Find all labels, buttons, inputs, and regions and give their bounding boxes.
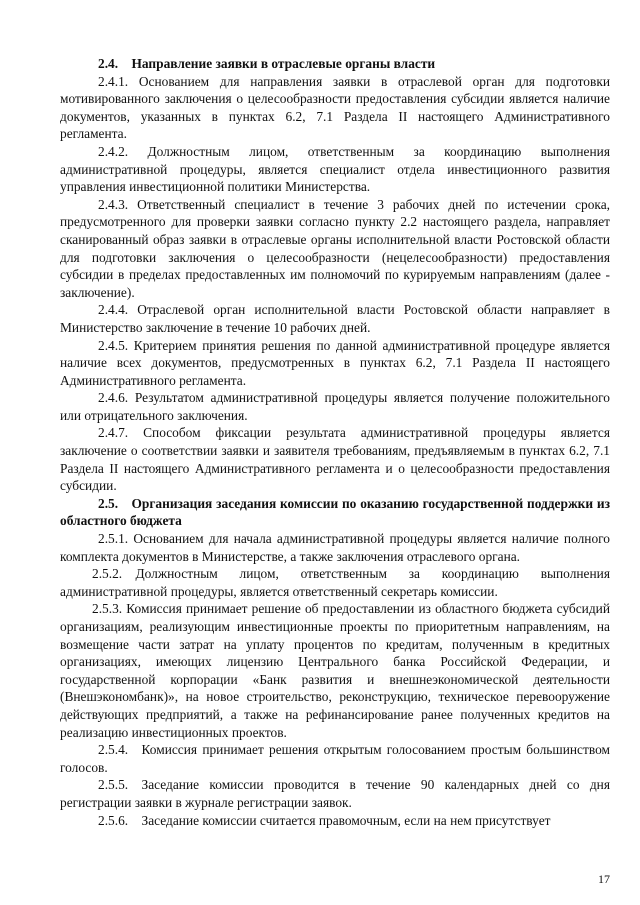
paragraph-2-5-1: 2.5.1. Основанием для начала административной процедуры является наличие полного комплекта документов в Министерстве, а также заключения отраслевого органа. [60,531,610,564]
paragraph-2-4-5: 2.4.5. Критерием принятия решения по данной административной процедуре является наличие всех документов, предусмотренных в пунктах 6.2, 7.1 Раздела II настоящего Административного регламента. [60,337,610,388]
section-2-5-heading: 2.5. Организация заседания комиссии по оказанию государственной поддержки из областного бюджета [60,495,610,529]
paragraph-2-5-3: 2.5.3. Комиссия принимает решение об предоставлении из областного бюджета субсидий организациям, реализующим инвестиционные проекты по приоритетным направлениям, на возмещение части затрат на уплату процентов по кредитам, полученным в кредитных организациях, имеющих лицензию Центрального банка Российской Федерации, и государственной корпорации «Банк развития и внешнеэкономической деятельности (Внешэкономбанк)», на новое строительство, реконструкцию, техническое перевооружение действующих предприятий, а также на рефинансирование ранее полученных кредитов на реализацию инвестиционных проектов. [60,601,610,740]
paragraph-2-5-4: 2.5.4. Комиссия принимает решения открытым голосованием простым большинством голосов. [60,742,610,775]
page-number: 17 [598,872,610,887]
section-2-4-heading: 2.4. Направление заявки в отраслевые органы власти [98,56,436,71]
paragraph-2-4-3: 2.4.3. Ответственный специалист в течение 3 рабочих дней по истечении срока, предусмотренного для проверки заявки согласно пункту 2.2 настоящего раздела, направляет сканированный образ заявки в отраслевые органы исполнительной власти Ростовской области для подготовки заключения о целесообразности (нецелесообразности) предоставления субсидии в пределах предоставленных им полномочий по курируемым направлениям (далее - заключение). [60,196,610,300]
paragraph-2-5-6: 2.5.6. Заседание комиссии считается правомочным, если на нем присутствует [98,812,551,828]
paragraph-2-5-2: 2.5.2. Должностным лицом, ответственным за координацию выполнения административной процедуры, является ответственный секретарь комиссии. [60,566,610,599]
paragraph-2-4-4: 2.4.4. Отраслевой орган исполнительной власти Ростовской области направляет в Министерство заключение в течение 10 рабочих дней. [60,302,610,335]
paragraph-2-4-2: 2.4.2. Должностным лицом, ответственным за координацию выполнения административной процедуры, является специалист отдела инвестиционного развития управления инвестиционной политики Министерства. [60,143,610,195]
document-body [60,55,610,829]
paragraph-2-4-1: 2.4.1. Основанием для направления заявки в отраслевой орган для подготовки мотивированного заключения о целесообразности предоставления субсидии является наличие документов, указанных в пунктах 6.2, 7.1 Раздела II настоящего Административного регламента. [60,73,610,142]
paragraph-2-4-7: 2.4.7. Способом фиксации результата административной процедуры является заключение о соответствии заявки и заявителя требованиям, предъявляемым в пунктах 6.2, 7.1 Раздела II настоящего Административного регламента и о целесообразности предоставления субсидии. [60,425,610,494]
paragraph-2-4-6: 2.4.6. Результатом административной процедуры является получение положительного или отрицательного заключения. [60,390,610,423]
paragraph-2-5-5: 2.5.5. Заседание комиссии проводится в течение 90 календарных дней со дня регистрации заявки в журнале регистрации заявок. [60,777,610,810]
